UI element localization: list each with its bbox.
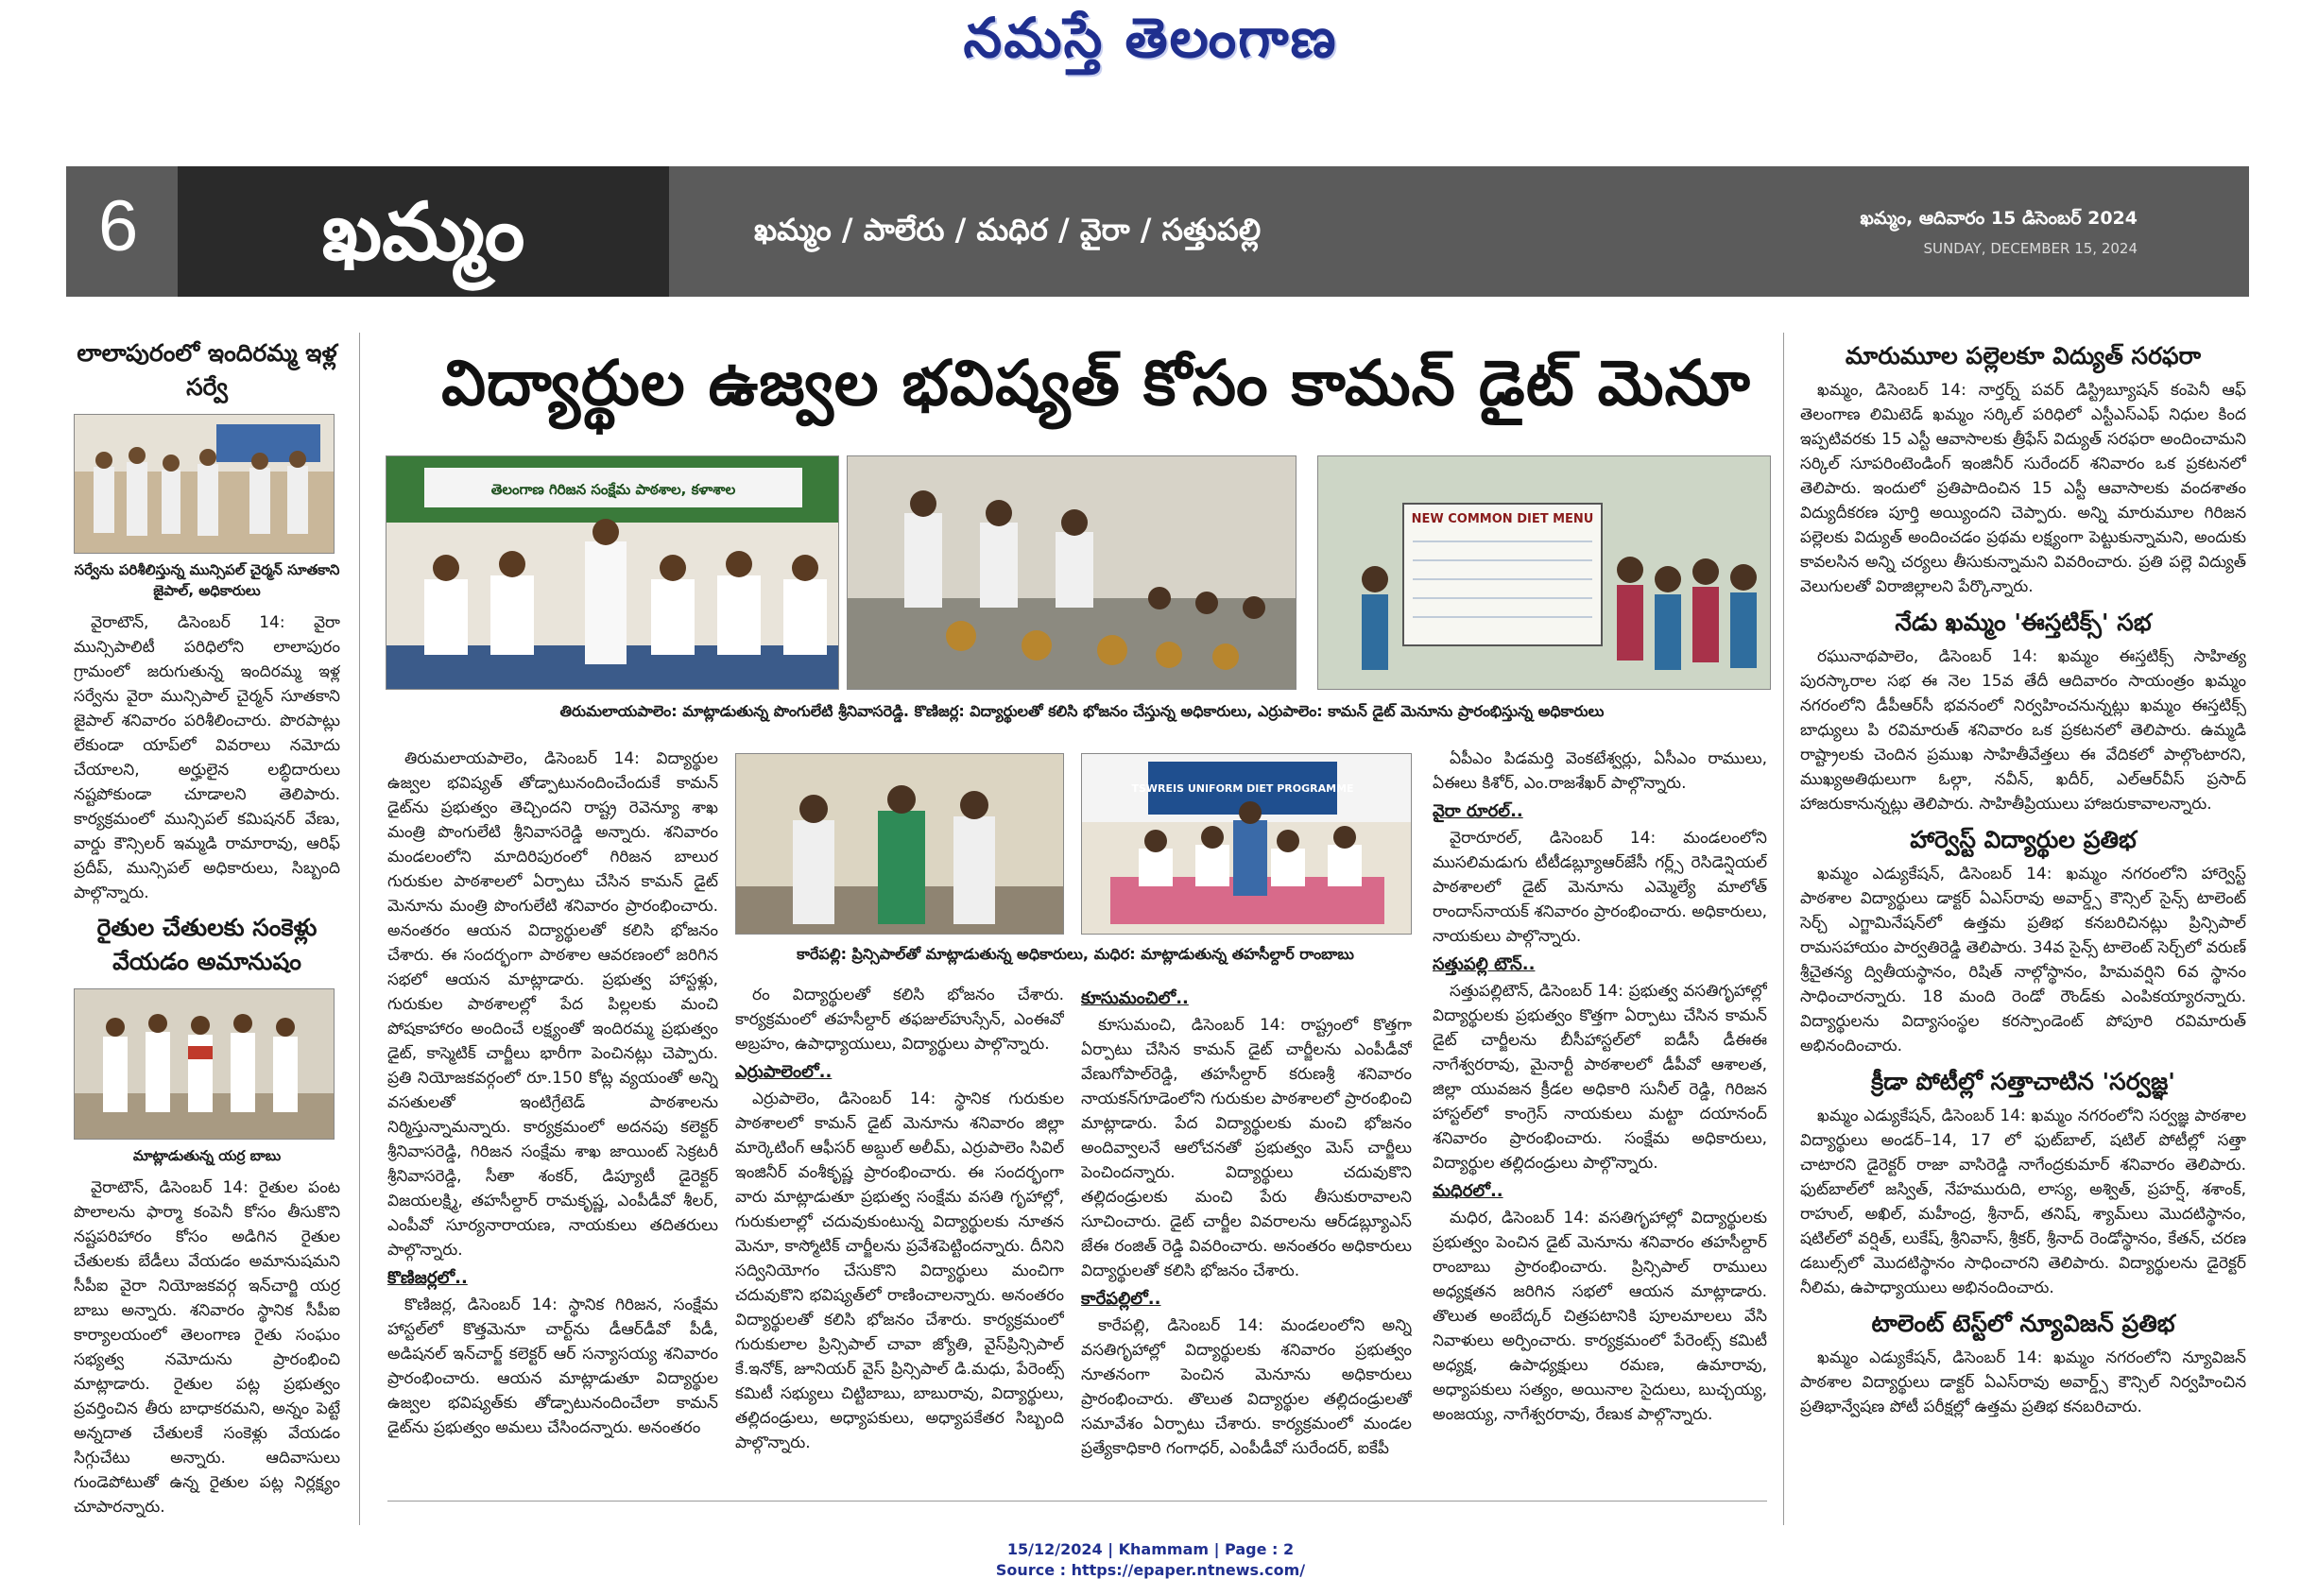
diet-menu-chart-title: NEW COMMON DIET MENU — [1411, 512, 1594, 526]
section-subareas: ఖమ్మం / పాలేరు / మధిర / వైరా / సత్తుపల్లి — [754, 212, 1262, 248]
left-story1-body: వైరాటౌన్, డిసెంబర్ 14: వైరా మున్సిపాలిటీ పరిధిలోని లాలాపురం గ్రామంలో జరుగుతున్న ఇందిరమ్మ ఇళ్ల సర్వేను వైరా మున్సిపాల్ చైర్మన్ సూతకాని జైపాల్ శనివారం పరిశీలించారు. పొరపాట్లు లేకుండా యాప్‌లో వివరాలు నమోదు చేయాలని, అర్హులైన లబ్ధిదారులు నష్టపోకుండా చూడాలని తెలిపారు. కార్యక్రమంలో మున్సిపల్ కమిషనర్ వేణు, వార్డు కౌన్సిలర్ ఇమ్మడి రామారావు, ఆరిఫ్ ప్రదీప్, మున్సిపల్ అధికారులు, సిబ్బంది పాల్గొన్నారు. — [74, 613, 340, 902]
date-english: SUNDAY, DECEMBER 15, 2024 — [1923, 240, 2138, 257]
footer-source-link[interactable]: Source : https://epaper.ntnews.com/ — [995, 1561, 1306, 1579]
right-story3-headline: హార్వెస్ట్ విద్యార్థుల ప్రతిభ — [1910, 826, 2137, 853]
right-story2-headline: నేడు ఖమ్మం 'ఈస్తటిక్స్' సభ — [1895, 609, 2152, 636]
main-col4-para0: ఏపీఎం పిడమర్తి వెంకటేశ్వర్లు, ఏసీఎం రాములు, ఏఈలు కిశోర్, ఎం.రాజశేఖర్ పాల్గొన్నారు. — [1433, 749, 1767, 793]
page-number: 6 — [98, 186, 139, 266]
mid-photo-madhira — [1081, 753, 1412, 935]
left-story1-photo — [74, 414, 335, 554]
main-col1-para1: తిరుమలాయపాలెం, డిసెంబర్ 14: విద్యార్థుల ఉజ్వల భవిష్యత్ తోడ్పాటునందించేందుకే కామన్ డైట్‌ను ప్రభుత్వం తెచ్చిందని రాష్ట్ర రెవెన్యూ శాఖ మంత్రి పొంగులేటి శ్రీనివాసరెడ్డి అన్నారు. శనివారం మండలంలోని మాదిరిపురంలో గిరిజన బాలుర గురుకుల పాఠశాలలో ఏర్పాటు చేసిన కామన్ డైట్ మెనూను మంత్రి పొంగులేటి శనివారం ప్రారంభించారు. అనంతరం ఆయన విద్యార్థులతో కలిసి భోజనం చేశారు. ఈ సందర్భంగా పాఠశాల ఆవరణంలో జరిగిన సభలో ఆయన మాట్లాడారు. ప్రభుత్వ హాస్టళ్లు, గురుకుల పాఠశాలల్లో పేద పిల్లలకు మంచి పోషకాహారం అందించే లక్ష్యంతో ఇందిరమ్మ ప్రభుత్వం డైట్, కాస్మెటిక్ చార్జీలు భారీగా పెంచినట్లు చెప్పారు. ప్రతి నియోజకవర్గంలో రూ.150 కోట్ల వ్యయంతో అన్ని వసతులతో ఇంటిగ్రేటెడ్ పాఠశాలను నిర్మిస్తున్నామన్నారు. కార్యక్రమంలో అదనపు కలెక్టర్ శ్రీనివాసరెడ్డి, గిరిజన సంక్షేమ శాఖ జాయింట్ సెక్రటరీ శ్రీనివాసరెడ్డి, సీతా శంకర్, డిప్యూటీ డైరెక్టర్ విజయలక్ష్మి, తహసీల్దార్ రామకృష్ణ, ఎంపీడీవో శీలర్, ఎంపీవో సూర్యనారాయణ, నాయకులు తదితరులు పాల్గొన్నారు. — [387, 749, 718, 1260]
right-story5-body: ఖమ్మం ఎడ్యుకేషన్, డిసెంబర్ 14: ఖమ్మం నగరంలోని న్యూవిజన్ పాఠశాల విద్యార్థులు డాక్టర్ ఏఎస్‌రావు అవార్డ్స్ కౌన్సిల్ నిర్వహించిన ప్రతిభాన్వేషణ పోటీ పరీక్షల్లో ఉత్తమ ప్రతిభ కనబరిచారు. — [1800, 1348, 2246, 1416]
main-col2-para2: ఎర్రుపాలెం, డిసెంబర్ 14: స్థానిక గురుకుల పాఠశాలలో కామన్ డైట్ మెనూను శనివారం జిల్లా మార్కెటింగ్ ఆఫీసర్ అబ్దుల్ అలీమ్, ఎర్రుపాలెం సివిల్ ఇంజినీర్ వంశీకృష్ణ ప్రారంభించారు. ఈ సందర్భంగా వారు మాట్లాడుతూ ప్రభుత్వ సంక్షేమ వసతి గృహాల్లో, గురుకులాల్లో చదువుకుంటున్న విద్యార్థులకు నూతన మెనూ, కాస్మోటిక్ చార్జీలను ప్రవేశపెట్టిందన్నారు. దీనిని సద్వినియోగం చేసుకొని విద్యార్థులు మంచిగా చదువుకొని భవిష్యత్‌లో రాణించాలన్నారు. అనంతరం విద్యార్థులతో కలిసి భోజనం చేశారు. కార్యక్రమంలో గురుకులాల ప్రిన్సిపాల్ చావా జ్యోతి, వైస్‌ప్రిన్సిపాల్ కే.ఇనోక్, జూనియర్ వైస్ ప్రిన్సిపాల్ డి.మధు, పేరెంట్స్ కమిటీ సభ్యులు చిట్టిబాబు, బాబురావు, విద్యార్థులు, తల్లిదండ్రులు, అధ్యాపకులు, అధ్యాపకేతర సిబ్బంది పాల్గొన్నారు. — [735, 1090, 1064, 1452]
minister-speaking-photo — [386, 456, 839, 690]
footer-edition-line: 15/12/2024 | Khammam | Page : 2 — [1006, 1540, 1295, 1558]
main-headline: విద్యార్థుల ఉజ్వల భవిష్యత్ కోసం కామన్ డైట్ మెనూ — [441, 347, 1751, 420]
main-col3-para1: కూసుమంచి, డిసెంబర్ 14: రాష్ట్రంలో కొత్తగా ఏర్పాటు చేసిన కామన్ డైట్ చార్జీలను ఎంపీడీవో వేణుగోపాల్‌రెడ్డి, తహసీల్దార్ కరుణశ్రీ శనివారం నాయకన్‌గూడెంలోని గురుకుల పాఠశాలలో ప్రారంభించి మాట్లాడారు. పేద విద్యార్థులకు మంచి భోజనం అందివ్వాలనే ఆలోచనతో ప్రభుత్వం మెస్ చార్జీలు పెంచిందన్నారు. విద్యార్థులు చదువుకొని తల్లిదండ్రులకు మంచి పేరు తీసుకురావాలని సూచించారు. డైట్ చార్జీల వివరాలను ఆర్‌డబ్ల్యూఎస్ జేఈ రంజిత్ రెడ్డి వివరించారు. అనంతరం అధికారులు విద్యార్థులతో కలిసి భోజనం చేశారు. — [1081, 1016, 1412, 1280]
meeting-photo — [75, 989, 335, 1140]
main-photo-diet-menu — [1317, 455, 1771, 690]
right-story4-headline: క్రీడా పోటీల్లో సత్తాచాటిన 'సర్వజ్ఞ' — [1871, 1068, 2175, 1095]
masthead-logo: నమస్తే తెలంగాణ — [963, 6, 1338, 70]
left-story2-headline: రైతుల చేతులకు సంకెళ్లు వేయడం అమానుషం — [96, 914, 318, 975]
main-column-4 — [1433, 747, 1767, 1521]
section-title: ఖమ్మం — [178, 166, 669, 297]
main-col4-para3: మధిర, డిసెంబర్ 14: వసతిగృహాల్లో విద్యార్థులకు ప్రభుత్వం పెంచిన డైట్ మెనూను శనివారం తహసీల్దార్ రాంబాబు ప్రారంభించారు. ప్రిన్సిపాల్ రాములు అధ్యక్షతన జరిగిన సభలో ఆయన మాట్లాడారు. తొలుత అంబేద్కర్ చిత్రపటానికి పూలమాలలు వేసి నివాళులు అర్పించారు. కార్యక్రమంలో పేరెంట్స్ కమిటీ అధ్యక్ష, ఉపాధ్యక్షులు రమణ, ఉమారావు, అధ్యాపకులు సత్యం, అయినాల సైదులు, బుచ్చయ్య, అంజయ్య, నాగేశ్వరరావు, రేణుక పాల్గొన్నారు. — [1433, 1209, 1767, 1424]
main-col1-para2: కొణిజర్ల, డిసెంబర్ 14: స్థానిక గిరిజన, సంక్షేమ హాస్టల్‌లో కొత్తమెనూ చార్ట్‌ను డీఆర్‌డీవో పీడీ, అడిషనల్ ఇన్‌చార్జ్ కలెక్టర్ ఆర్ సన్యాసయ్య శనివారం ప్రారంభించారు. ఆయన మాట్లాడుతూ విద్యార్థుల ఉజ్వల భవిష్యత్‌కు తోడ్పాటునందించేలా కామన్ డైట్‌ను ప్రభుత్వం అమలు చేసిందన్నారు. అనంతరం — [387, 1296, 718, 1437]
section-band — [66, 166, 2249, 297]
date-telugu: ఖమ్మం, ఆదివారం 15 డిసెంబర్ 2024 — [1860, 208, 2138, 229]
survey-photo — [75, 415, 335, 554]
left-story2-body: వైరాటౌన్, డిసెంబర్ 14: రైతుల పంట పొలాలను ఫార్మా కంపెనీ కోసం తీసుకొని నష్టపరిహారం కోసం అడిగిన రైతుల చేతులకు బేడీలు వేయడం అమానుషమని సీపీఐ వైరా నియోజకవర్గ ఇన్‌చార్జి యర్ర బాబు అన్నారు. శనివారం స్థానిక సీపీఐ కార్యాలయంలో తెలంగాణ రైతు సంఘం సభ్యత్వ నమోదును ప్రారంభించి మాట్లాడారు. రైతుల పట్ల ప్రభుత్వం ప్రవర్తించిన తీరు బాధాకరమని, అన్నం పెట్టే అన్నదాత చేతులకే సంకెళ్లు వేయడం సిగ్గుచేటు అన్నారు. ఆదివాసులు గుండెపోటుతో ఉన్న రైతుల పట్ల నిర్లక్ష్యం చూపారన్నారు. — [74, 1178, 340, 1517]
main-photo-lunch — [847, 455, 1296, 690]
main-col3-subhead2: కారేపల్లిలో.. — [1081, 1289, 1161, 1309]
main-col4-subhead3: మధిరలో.. — [1433, 1181, 1503, 1201]
main-col1-subhead: కొణిజర్లలో.. — [387, 1268, 468, 1288]
main-col4-para1: వైరారూరల్, డిసెంబర్ 14: మండలంలోని ముసలిమడుగు టీటీడబ్ల్యూఆర్‌జేసీ గర్ల్స్ రెసిడెన్షియల్ పాఠశాలలో డైట్ మెనూను ఎమ్మెల్యే మాలోత్ రాందాస్‌నాయక్ శనివారం ప్రారంభించారు. అధికారులు, నాయకులు పాల్గొన్నారు. — [1433, 829, 1767, 946]
main-col3-subhead: కూసుమంచిలో.. — [1081, 988, 1189, 1008]
stage-banner-text: తెలంగాణ గిరిజన సంక్షేమ పాఠశాల, కళాశాల — [490, 481, 736, 498]
left-story2-photo — [74, 988, 335, 1140]
mid-photo-karepalli — [735, 753, 1064, 935]
main-col4-subhead: వైరా రూరల్.. — [1433, 801, 1523, 821]
right-column — [1800, 333, 2246, 1525]
right-story3-body: ఖమ్మం ఎడ్యుకేషన్, డిసెంబర్ 14: ఖమ్మం నగరంలోని హార్వెస్ట్ పాఠశాల విద్యార్థులు డాక్టర్ ఏఎస్‌రావు అవార్డ్స్ కౌన్సిల్ సైన్స్ టాలెంట్ సెర్చ్ ఎగ్జామినేషన్‌లో ఉత్తమ ప్రతిభ కనబరిచినట్లు ప్రిన్సిపాల్ రామసహాయం పార్వతిరెడ్డి తెలిపారు. 34వ సైన్స్ టాలెంట్ సెర్చ్‌లో వరుణ్ శ్రీచైతన్య ద్వితీయస్థానం, రిషిత్ నాల్గోస్థానం, హిమవర్షిని 6వ స్థానం సాధించారన్నారు. 18 మంది రెండో రౌండ్‌కు ఎంపికయ్యారన్నారు. విద్యార్థులను విద్యాసంస్థల కరస్పాండెంట్ పోపూరి రవిమారుత్ అభినందించారు. — [1800, 865, 2246, 1055]
main-column-3 — [1081, 983, 1412, 1521]
main-col2-subhead: ఎర్రుపాలెంలో.. — [735, 1062, 833, 1082]
main-col2-para1: రం విద్యార్థులతో కలిసి భోజనం చేశారు. కార్యక్రమంలో తహసీల్దార్ తఫజుల్‌హుస్సేన్, ఎంఈవో అబ్రహం, ఉపాధ్యాయులు, విద్యార్థులు పాల్గొన్నారు. — [735, 986, 1064, 1054]
students-lunch-photo — [848, 456, 1296, 690]
main-col4-subhead2: సత్తుపల్లి టౌన్.. — [1433, 954, 1536, 974]
main-col4-para2: సత్తుపల్లిటౌన్, డిసెంబర్ 14: ప్రభుత్వ వసతిగృహాల్లో విద్యార్థులకు ప్రభుత్వం కొత్తగా ఏర్పాటు చేసిన కామన్ డైట్ చార్జీలను బీసీహాస్టల్‌లో ఐడీసీ డీఈఈ నాగేశ్వరరావు, మైనార్టీ పాఠశాలలో డీపీవో ఆశాలత, జిల్లా యువజన క్రీడల అధికారి సునీల్ రెడ్డి, గిరిజన హాస్టల్‌లో కాంగ్రెస్ నాయకులు మట్టా దయానంద్ శనివారం ప్రారంభించారు. సంక్షేమ అధికారులు, విద్యార్థుల తల్లిదండ్రులు పాల్గొన్నారు. — [1433, 982, 1767, 1173]
right-story1-body: ఖమ్మం, డిసెంబర్ 14: నార్తర్న్ పవర్ డిస్ట్రిబ్యూషన్ కంపెనీ ఆఫ్ తెలంగాణ లిమిటెడ్ ఖమ్మం సర్కిల్ పరిధిలో ఎస్టీఎస్‌ఎఫ్ నిధుల కింద ఇప్పటివరకు 15 ఎస్టీ ఆవాసాలకు త్రీఫేస్ విద్యుత్ సరఫరా అందించామని సర్కిల్ సూపరింటెండింగ్ ఇంజినీర్ సురేందర్ శనివారం ఒక ప్రకటనలో తెలిపారు. ఇందులో ప్రతిపాదించిన 15 ఎస్టీ ఆవాసాలకు వందశాతం విద్యుదీకరణ పూర్తి అయ్యిందని చెప్పారు. అన్ని మారుమూల గిరిజన పల్లెలకు విద్యుత్ అందించడం ప్రథమ లక్ష్యంగా పెట్టుకున్నామని, అందుకు కావలసిన అన్ని చర్యలు తీసుకున్నామని వివరించారు. ప్రతి పల్లె విద్యుత్ వెలుగులతో విరాజిల్లాలని పేర్కొన్నారు. — [1800, 381, 2246, 596]
page-footer — [0, 1539, 2301, 1581]
madhira-tahsildar-photo — [1082, 754, 1412, 935]
left-story1-caption: సర్వేను పరిశీలిస్తున్న మున్సిపల్ చైర్మన్ సూతకాని జైపాల్, అధికారులు — [74, 561, 340, 599]
left-story2-caption: మాట్లాడుతున్న యర్ర బాబు — [132, 1147, 282, 1164]
left-column — [74, 331, 340, 1526]
column-rule-left — [359, 333, 360, 1525]
main-column-1 — [387, 747, 718, 1521]
right-story2-body: రఘునాథపాలెం, డిసెంబర్ 14: ఖమ్మం ఈస్తటిక్స్ సాహిత్య పురస్కారాల సభ ఈ నెల 15వ తేదీ ఆదివారం సాయంత్రం ఖమ్మం నగరంలోని డీపీఆర్‌సీ భవనంలో నిర్వహించనున్నట్లు ఖమ్మం ఈస్తటిక్స్ బాధ్యులు పి రవిమారుత్ శనివారం ఒక ప్రకటనలో తెలిపారు. ఉమ్మడి రాష్ట్రాలకు చెందిన ప్రముఖ సాహితీవేత్తలు ఈ వేదికలో పాల్గొంటారని, ముఖ్యఅతిథులుగా ఓల్గా, నవీన్, ఖదీర్, ఎల్‌ఆర్‌వీస్ ప్రసాద్ హాజరుకానున్నట్లు తెలిపారు. సాహితీప్రియులు హాజరుకావాలన్నారు. — [1800, 647, 2246, 814]
right-story1-headline: మారుమూల పల్లెలకూ విద్యుత్ సరఫరా — [1845, 342, 2202, 369]
main-photo-minister — [386, 455, 839, 690]
right-story5-headline: టాలెంట్ టెస్ట్‌లో న్యూవిజన్ ప్రతిభ — [1871, 1310, 2175, 1337]
column-rule-right — [1783, 333, 1784, 1525]
diet-menu-chart-photo — [1318, 456, 1771, 690]
main-col3-para2: కారేపల్లి, డిసెంబర్ 14: మండలంలోని అన్ని వసతిగృహాల్లో విద్యార్థులకు శనివారం ప్రభుత్వం నూతనంగా పెంచిన మెనూను అధికారులు ప్రారంభించారు. తొలుత విద్యార్థుల తల్లిదండ్రులతో సమావేశం ఏర్పాటు చేశారు. కార్యక్రమంలో మండల ప్రత్యేకాధికారి గంగాధర్, ఎంపీడీవో సురేందర్, ఐకేపీ — [1081, 1316, 1412, 1458]
main-photo-caption: తిరుమలాయపాలెం: మాట్లాడుతున్న పొంగులేటి శ్రీనివాసరెడ్డి. కొణిజర్ల: విద్యార్థులతో కలిసి భోజనం చేస్తున్న అధికారులు, ఎర్రుపాలెం: కామన్ డైట్ మెనూను ప్రారంభిస్తున్న అధికారులు — [559, 702, 1605, 720]
main-column-2 — [735, 983, 1064, 1521]
madhira-banner-text: TSWREIS UNIFORM DIET PROGRAMME — [1131, 782, 1354, 795]
left-story1-headline: లాలాపురంలో ఇందిరమ్మ ఇళ్ల సర్వే — [77, 339, 337, 401]
right-story4-body: ఖమ్మం ఎడ్యుకేషన్, డిసెంబర్ 14: ఖమ్మం నగరంలోని సర్వజ్ఞ పాఠశాల విద్యార్థులు అండర్–14, 17 లో ఫుట్‌బాల్, షటిల్ పోటీల్లో సత్తా చాటారని డైరెక్టర్ రాజా వాసిరెడ్డి నాగేంద్రకుమార్ శనివారం తెలిపారు. ఫుట్‌బాల్‌లో జస్విత్, నేహమురుది, లాస్య, అశ్విత్, ప్రహర్ష్, శశాంక్, రాహుల్, అఖిల్, మహీంద్ర, శ్రీనాద్, తనిష్, శ్యామ్‌లు మొదటిస్థానం, షటిల్‌లో వర్షిత్, లుకేష్, శ్రీనివాస్, శ్రీకర్, శ్రీనాద్ రెండోస్థానం, కేతన్, చరణ డబుల్స్‌లో మొదటిస్థానం సాధించారని తెలిపారు. విద్యార్థులను డైరెక్టర్ నీలిమ, ఉపాధ్యాయులు అభినందించారు. — [1800, 1107, 2246, 1297]
mid-photo-caption: కారేపల్లి: ప్రిన్సిపాల్‌తో మాట్లాడుతున్న అధికారులు, మధిర: మాట్లాడుతున్న తహసీల్దార్ రాంబాబు — [797, 945, 1354, 963]
karepalli-principal-photo — [736, 754, 1064, 935]
